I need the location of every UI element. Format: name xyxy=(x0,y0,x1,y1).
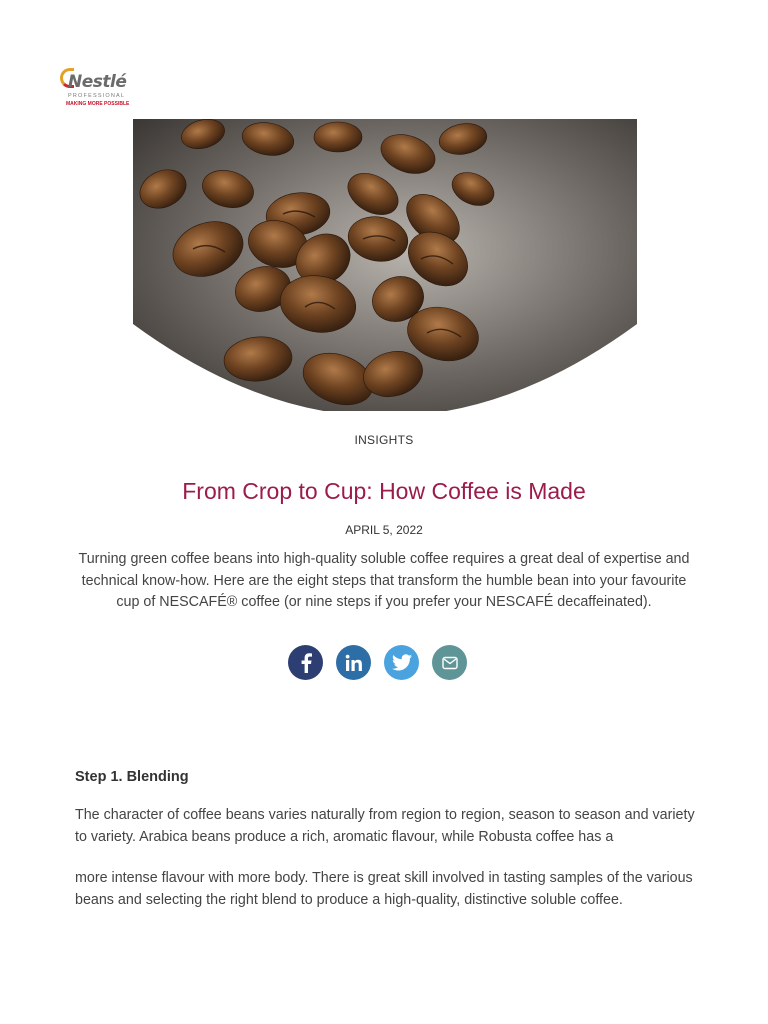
twitter-icon xyxy=(392,654,412,671)
linkedin-icon xyxy=(345,654,363,672)
share-twitter-button[interactable] xyxy=(384,645,419,680)
email-icon xyxy=(441,654,459,672)
step-1-paragraph-2: more intense flavour with more body. There is great skill involved in tasting samples of the various beans and selecting the right blend to produce a high-quality, distinctive soluble coffee. xyxy=(75,870,693,908)
share-facebook-button[interactable] xyxy=(288,645,323,680)
article-category[interactable]: INSIGHTS xyxy=(354,433,414,447)
nestle-professional-logo[interactable] xyxy=(60,66,140,110)
article-date: APRIL 5, 2022 xyxy=(345,523,423,537)
logo-wordmark: Nestlé xyxy=(68,72,127,92)
share-email-button[interactable] xyxy=(432,645,467,680)
logo-subtitle: PROFESSIONAL xyxy=(68,93,126,99)
hero-image xyxy=(133,119,637,411)
logo-tagline: MAKING MORE POSSIBLE xyxy=(66,101,130,107)
facebook-icon xyxy=(299,653,313,673)
share-linkedin-button[interactable] xyxy=(336,645,371,680)
share-bar xyxy=(288,645,467,680)
article-intro: Turning green coffee beans into high-quality soluble coffee requires a great deal of expertise and technical know-how. Here are the eight steps that transform the humble bean into your favourite cup of NESCAFÉ® coffee (or nine steps if you prefer your NESCAFÉ decaffeinated). xyxy=(78,551,690,610)
step-1-paragraph-1: The character of coffee beans varies naturally from region to region, season to season and variety to variety. Arabica beans produce a rich, aromatic flavour, while Robusta coffee has a xyxy=(75,807,695,845)
step-1-heading: Step 1. Blending xyxy=(75,769,189,785)
article-title: From Crop to Cup: How Coffee is Made xyxy=(182,478,586,504)
coffee-beans-image xyxy=(133,119,637,411)
